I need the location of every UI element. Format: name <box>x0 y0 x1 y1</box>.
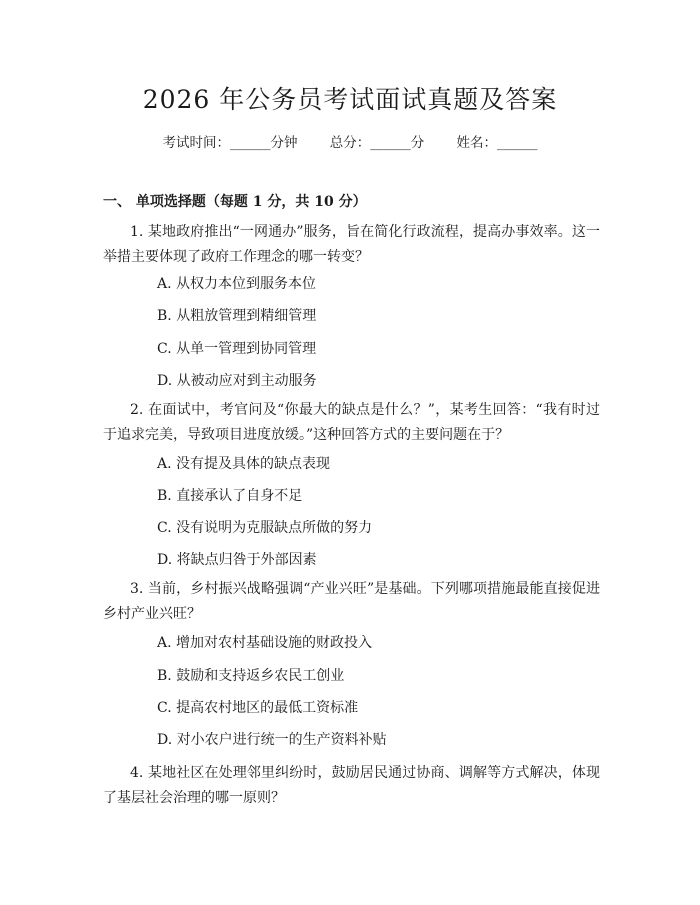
exam-time: 考试时间：______分钟 <box>162 135 298 151</box>
question-2: 2. 在面试中，考官问及“你最大的缺点是什么？”，某考生回答：“我有时过于追求完美，导致项目进度放缓。”这种回答方式的主要问题在于？ <box>103 402 600 443</box>
question-3: 3. 当前，乡村振兴战略强调“产业兴旺”是基础。下列哪项措施最能直接促进乡村产业兴旺？ <box>103 581 600 622</box>
exam-name: 姓名：______ <box>456 135 538 151</box>
question-3-option-b: B. 鼓励和支持返乡农民工创业 <box>157 668 345 684</box>
question-3-option-a: A. 增加对农村基础设施的财政投入 <box>157 635 373 651</box>
question-2-option-a: A. 没有提及具体的缺点表现 <box>157 456 331 472</box>
question-3-option-d: D. 对小农户进行统一的生产资料补贴 <box>157 732 387 748</box>
page-title: 2026 年公务员考试面试真题及答案 <box>142 85 558 114</box>
question-1-option-c: C. 从单一管理到协同管理 <box>157 341 317 357</box>
question-1-option-d: D. 从被动应对到主动服务 <box>157 373 317 389</box>
question-2-option-d: D. 将缺点归咎于外部因素 <box>157 552 317 568</box>
question-1-option-b: B. 从粗放管理到精细管理 <box>157 308 317 324</box>
question-2-option-b: B. 直接承认了自身不足 <box>157 488 303 504</box>
question-3-option-c: C. 提高农村地区的最低工资标准 <box>157 700 359 716</box>
question-4: 4. 某地社区在处理邻里纠纷时，鼓励居民通过协商、调解等方式解决，体现了基层社会治理的哪一原则？ <box>103 765 600 806</box>
exam-score: 总分：______分 <box>329 135 425 151</box>
question-1-option-a: A. 从权力本位到服务本位 <box>157 276 317 292</box>
question-1: 1. 某地政府推出“一网通办”服务，旨在简化行政流程，提高办事效率。这一举措主要体现了政府工作理念的哪一转变？ <box>103 224 600 265</box>
exam-meta <box>0 131 700 151</box>
question-2-option-c: C. 没有说明为克服缺点所做的努力 <box>157 520 373 536</box>
section-heading: 一、 单项选择题（每题 1 分，共 10 分） <box>103 194 367 210</box>
